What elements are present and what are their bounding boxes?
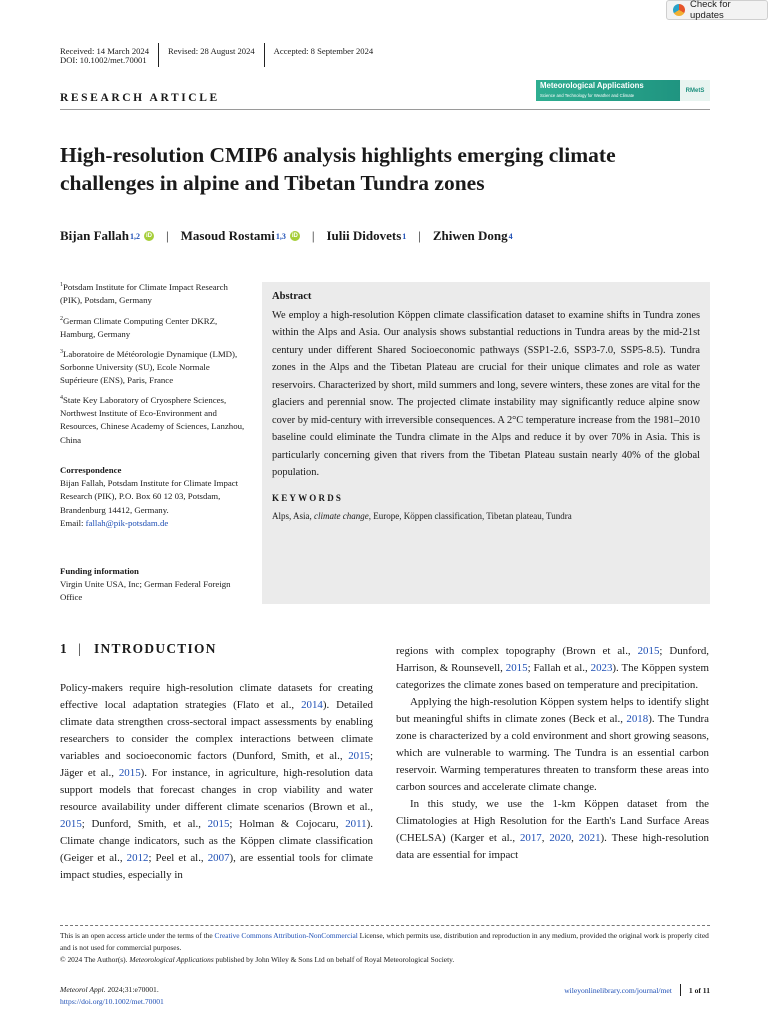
license-footnote: This is an open access article under the terms of the Creative Commons Attribution-NonCommercial License, which permits use, distribution and reproduction in any medium, provided the original work is properly cited and is not used for commercial purposes. © 2024 The Author(s). Meteorological Applications published by John Wiley & Sons Ltd on behalf of Royal Meteorological Society. xyxy=(60,931,709,964)
affiliation: $^1$Potsdam Institute for Climate Impact Research (PIK), Potsdam, Germany xyxy=(60,281,228,306)
body-text: , xyxy=(571,832,579,844)
footnote-divider xyxy=(60,925,710,926)
citation-year-link[interactable]: 2023 xyxy=(590,662,613,674)
date-divider xyxy=(158,43,159,67)
correspondence: Correspondence Bijan Fallah, Potsdam Institute for Climate Impact Research (PIK), P.O. Box 60 12 03, Potsdam, Brandenburg 14412, Germany. Email: fallah@pik-potsdam.de xyxy=(60,464,248,530)
affiliation: $^2$German Climate Computing Center DKRZ, Hamburg, Germany xyxy=(60,315,218,340)
citation-year-link[interactable]: 2012 xyxy=(126,852,149,864)
body-text: ; Jäger et al., xyxy=(60,750,373,779)
body-text: regions with complex topography (Brown et al., xyxy=(396,645,638,657)
paragraph xyxy=(60,680,373,884)
body-text: ). The Tundra zone is characterized by a cold environment and short growing seasons, which are vulnerable to warming. The Tundra is an essential carbon reservoir. Warming temperatures threaten to transform these areas into carbon sources and accelerate climate change. xyxy=(396,713,709,793)
body-text: ). For instance, in agriculture, high-resolution data support models that forecast changes in crop viability and water resource availability under different climate scenarios (Brown et al., xyxy=(60,767,373,813)
check-for-updates-button[interactable] xyxy=(666,0,768,20)
page-number: 1 of 11 xyxy=(688,985,710,995)
crossmark-icon xyxy=(673,4,685,16)
article-type: RESEARCH ARTICLE xyxy=(60,92,220,104)
body-text: ; Fallah et al., xyxy=(527,662,591,674)
body-text: ). The Köppen system categorizes the climate zones based on temperature and precipitation. xyxy=(396,662,709,691)
journal-banner[interactable] xyxy=(536,80,710,101)
author-separator: | xyxy=(166,228,169,243)
orcid-icon[interactable]: iD xyxy=(291,233,298,239)
page-footer-citation: Meteorol Appl. 2024;31:e70001. https://doi.org/10.1002/met.70001 xyxy=(60,985,164,1006)
check-for-updates-label: Check for updates xyxy=(689,0,731,21)
citation-year-link[interactable]: 2017 xyxy=(519,832,542,844)
citation-year-link[interactable]: 2021 xyxy=(578,832,601,844)
citation-year-link[interactable]: 2015 xyxy=(505,662,528,674)
body-column-left xyxy=(60,680,373,884)
citation-year-link[interactable]: 2015 xyxy=(60,818,82,830)
citation-year-link[interactable]: 2015 xyxy=(348,750,370,762)
author-name[interactable]: Bijan Fallah xyxy=(60,228,129,243)
body-text: ; Peel et al., xyxy=(148,852,208,864)
affiliation: $^4$State Key Laboratory of Cryosphere Sciences, Northwest Institute of Eco-Environment and Resources, Chinese Academy of Sciences, Lanzhou, China xyxy=(60,394,245,445)
paragraph xyxy=(396,694,709,796)
correspondence-text: Bijan Fallah, Potsdam Institute for Climate Impact Research (PIK), P.O. Box 60 12 03, Potsdam, Brandenburg 14412, Germany. xyxy=(60,478,239,515)
abstract-box xyxy=(262,282,710,604)
journal-name: Meteorological Applications xyxy=(540,81,644,90)
section-title: INTRODUCTION xyxy=(93,641,217,656)
accepted-date: Accepted: 8 September 2024 xyxy=(273,46,374,56)
page-footer-right xyxy=(564,984,710,996)
citation-year-link[interactable]: 2011 xyxy=(345,818,367,830)
funding-information xyxy=(60,565,248,605)
citation-year-link[interactable]: 2015 xyxy=(207,818,230,830)
body-column-right xyxy=(396,643,709,864)
correspondence-heading: Correspondence xyxy=(60,465,122,475)
body-text: ; Dunford, Harrison, & Rounsevell, xyxy=(396,645,709,674)
orcid-icon[interactable]: iD xyxy=(146,233,152,239)
funding-heading: Funding information xyxy=(60,566,139,576)
body-text: Policy-makers require high-resolution climate datasets for creating effective local adaptation strategies (Flato et al., xyxy=(60,682,373,711)
body-text: Applying the high-resolution Köppen system helps to identify slight but meaningful shifts in climate zones (Beck et al., xyxy=(396,696,709,725)
citation-year-link[interactable]: 2018 xyxy=(626,713,649,725)
rmets-logo: RMetS xyxy=(680,80,710,101)
section-heading xyxy=(60,641,217,657)
body-text: ), are essential tools for climate impact studies, especially in xyxy=(60,852,373,881)
journal-subtitle: Science and Technology for Weather and Climate xyxy=(540,93,635,98)
abstract-text: We employ a high-resolution Köppen climate classification dataset to examine shifts in Tundra zones within the Alps and Asia. Our analysis shows substantial reductions in Tundra areas by the mid-21st century under different Shared Socioeconomic pathways (SSP1-2.6, SSP3-7.0, SSP5-8.5). Tundra zones in the Alps and the Tibetan Plateau are crucial for their unique climates and role as water reservoirs. Characterized by short, mild summers and long, severe winters, these zones are vital for the glaciers and perennial snow. The projected climate instability may significantly reduce alpine snow cover by mid-century with irreversible consequences. A 2°C temperature increase from the 1981–2010 baseline could eliminate the Tundra climate in the Alps and reduce it by over 70% in Asia. This is particularly concerning given that rivers from the Tibetan Plateau sustain nearly 40% of the global population. xyxy=(272,309,700,478)
author-affiliation-marker[interactable]: 1,3 xyxy=(275,231,286,241)
section-separator: | xyxy=(78,641,82,656)
email-link[interactable]: fallah@pik-potsdam.de xyxy=(85,517,169,528)
affiliation: $^3$Laboratoire de Météorologie Dynamique (LMD), Sorbonne University (SU), Ecole Normale Supérieure (ENS), Paris, France xyxy=(60,348,238,386)
revised-date: Revised: 28 August 2024 xyxy=(168,46,255,56)
date-divider xyxy=(264,43,265,67)
author-affiliation-marker[interactable]: 4 xyxy=(508,231,513,241)
author-name[interactable]: Iulii Didovets xyxy=(326,228,402,243)
funding-text: Virgin Unite USA, Inc; German Federal Foreign Office xyxy=(60,579,231,603)
body-text: ). Climate change indicators, such as the Köppen climate classification (Geiger et al., xyxy=(60,818,373,864)
doi-link[interactable]: https://doi.org/10.1002/met.70001 xyxy=(60,997,164,1006)
received-date: Received: 14 March 2024 xyxy=(60,46,150,56)
paragraph xyxy=(396,796,709,864)
body-text: , xyxy=(541,832,550,844)
keywords-list: Alps, Asia, climate change, Europe, Köppen classification, Tibetan plateau, Tundra xyxy=(272,511,572,521)
body-text: ). These high-resolution data are essential for impact xyxy=(396,832,709,861)
footer-divider xyxy=(680,984,681,996)
body-text: ; Dunford, Smith, et al., xyxy=(81,818,208,830)
license-link[interactable]: Creative Commons Attribution-NonCommercial xyxy=(214,931,358,940)
citation-year-link[interactable]: 2015 xyxy=(637,645,660,657)
citation-year-link[interactable]: 2007 xyxy=(207,852,230,864)
citation-year-link[interactable]: 2014 xyxy=(301,699,323,711)
paragraph xyxy=(396,643,709,694)
abstract-heading: Abstract xyxy=(272,291,312,302)
citation-year-link[interactable]: 2015 xyxy=(118,767,141,779)
author-name[interactable]: Masoud Rostami xyxy=(180,228,275,243)
author-name[interactable]: Zhiwen Dong xyxy=(432,228,508,243)
author-list xyxy=(60,228,513,244)
author-affiliation-marker[interactable]: 1 xyxy=(402,231,407,241)
author-separator: | xyxy=(418,228,421,243)
citation-year-link[interactable]: 2020 xyxy=(549,832,572,844)
body-text: ). Detailed climate data strengthen cross-sectoral impact assessments by enabling researchers to consider the complex interactions between climate variables and socioeconomic factors (Dunford, Smith, et al., xyxy=(60,699,373,762)
header-divider xyxy=(60,109,710,110)
body-text: In this study, we use the 1-km Köppen dataset from the Climatologies at High Resolution for the Earth's Land Surface Areas (CHELSA) (Karger et al., xyxy=(396,798,709,844)
author-separator: | xyxy=(311,228,315,243)
keywords-heading: KEYWORDS xyxy=(272,492,344,503)
doi-label: DOI: 10.1002/met.70001 xyxy=(60,55,147,65)
journal-site-link[interactable]: wileyonlinelibrary.com/journal/met xyxy=(564,985,672,995)
body-text: ; Holman & Cojocaru, xyxy=(229,818,346,830)
article-title: High-resolution CMIP6 analysis highlights emerging climate challenges in alpine and Tibetan Tundra zones xyxy=(60,143,616,195)
author-affiliation-marker[interactable]: 1,2 xyxy=(130,231,140,241)
section-number: 1 xyxy=(60,641,68,656)
